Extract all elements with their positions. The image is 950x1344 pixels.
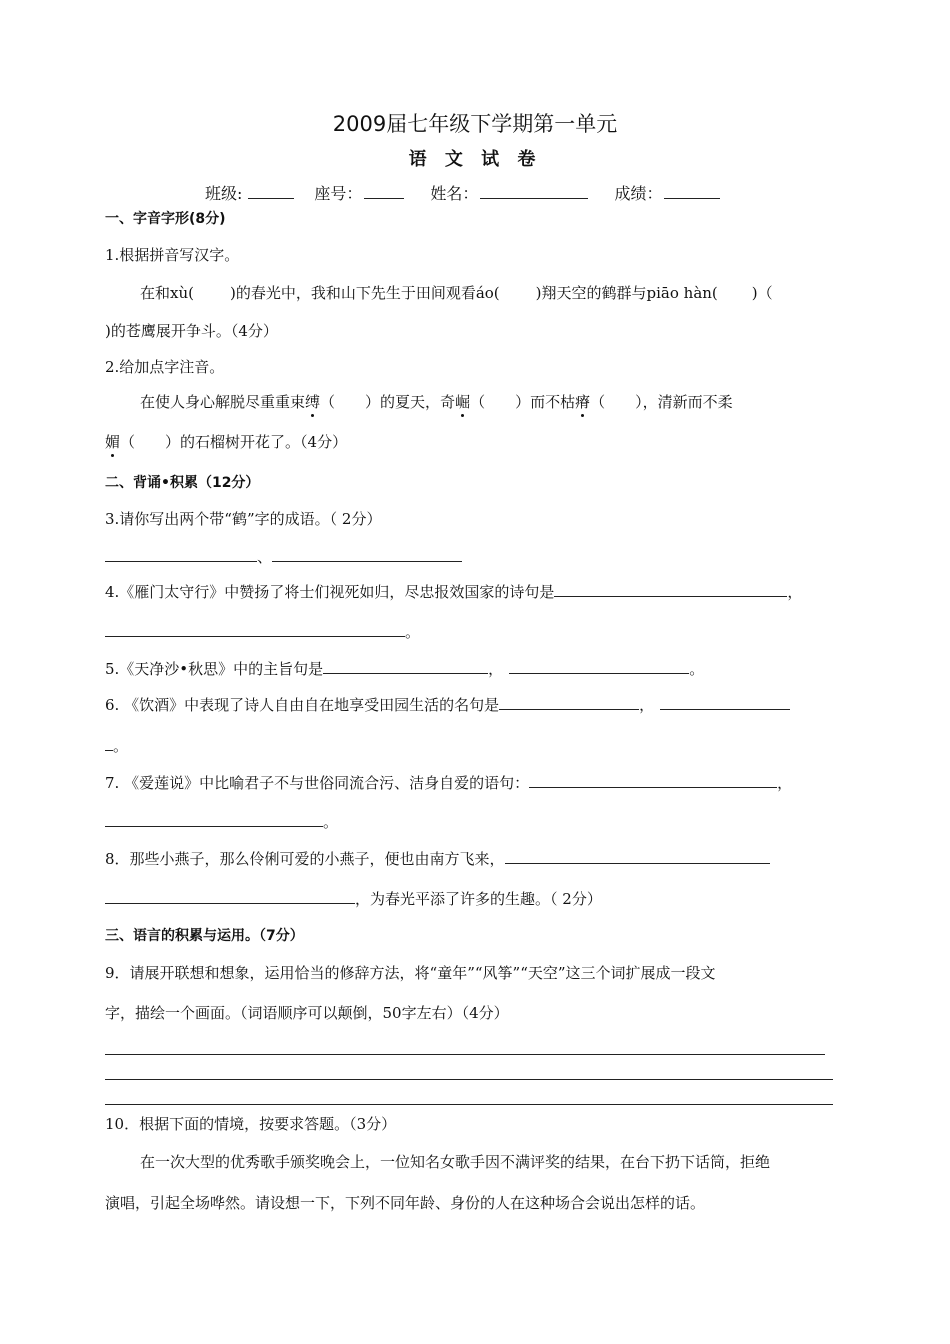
seat-blank[interactable] bbox=[364, 183, 404, 199]
q9-answer-line-2[interactable] bbox=[105, 1079, 833, 1080]
q6-line2 bbox=[105, 735, 128, 756]
q6-end: 。 bbox=[113, 737, 129, 755]
student-info-row bbox=[205, 183, 720, 204]
q7-line1 bbox=[105, 772, 792, 793]
q2-stem: 2.给加点字注音。 bbox=[105, 358, 225, 376]
q9-answer-line-3[interactable] bbox=[105, 1104, 833, 1105]
q7-comma: ， bbox=[777, 774, 793, 792]
q6-blank-2[interactable] bbox=[660, 694, 790, 710]
q1-line1 bbox=[140, 283, 773, 303]
q7-blank-2[interactable] bbox=[105, 811, 323, 827]
q7-blank-1[interactable] bbox=[529, 772, 777, 788]
q3-answer-line bbox=[105, 546, 462, 567]
q5-text: 5.《天净沙•秋思》中的主旨句是 bbox=[105, 660, 324, 678]
q9-line1: 9．请展开联想和想象，运用恰当的修辞方法，将“童年”“风筝”“天空”这三个词扩展成一段文 bbox=[105, 964, 716, 982]
q2-text-l2b: ）的石榴树开花了。（4分） bbox=[165, 433, 348, 451]
name-blank[interactable] bbox=[480, 183, 588, 199]
q8-text: 8．那些小燕子，那么伶俐可爱的小燕子，便也由南方飞来， bbox=[105, 850, 505, 868]
q2-line1 bbox=[140, 392, 733, 412]
q4-blank-1[interactable] bbox=[554, 581, 787, 597]
q8-text-end: ，为春光平添了许多的生趣。（ 2分） bbox=[355, 890, 602, 908]
q3-blank-2[interactable] bbox=[272, 546, 462, 562]
q3-blank-1[interactable] bbox=[105, 546, 257, 562]
q6-blank-1[interactable] bbox=[499, 694, 639, 710]
q2-dotted-char-3: 瘠 bbox=[575, 393, 591, 411]
q4-line2 bbox=[105, 621, 420, 642]
q5-comma: ， bbox=[488, 660, 504, 678]
page-subtitle: 语 文 试 卷 bbox=[408, 149, 542, 170]
q5-line bbox=[105, 658, 704, 679]
q7-end: 。 bbox=[323, 813, 339, 831]
page-title: 2009届七年级下学期第一单元 bbox=[332, 112, 618, 136]
q5-blank-2[interactable] bbox=[509, 658, 689, 674]
q7-line2 bbox=[105, 811, 338, 832]
q7-text: 7. 《爱莲说》中比喻君子不与世俗同流合污、洁身自爱的语句： bbox=[105, 774, 530, 792]
q2-paren-open-1: （ bbox=[320, 393, 336, 411]
q10-stem: 10．根据下面的情境，按要求答题。（3分） bbox=[105, 1115, 397, 1133]
section2-heading: 二、背诵•积累（12分） bbox=[105, 475, 260, 491]
seat-label: 座号： bbox=[314, 184, 363, 203]
section1-heading: 一、字音字形(8分) bbox=[105, 211, 226, 227]
q8-line2 bbox=[105, 888, 602, 909]
q8-blank-2[interactable] bbox=[105, 888, 355, 904]
q9-answer-line-1[interactable] bbox=[105, 1054, 825, 1055]
q10-line1: 在一次大型的优秀歌手颁奖晚会上，一位知名女歌手因不满评奖的结果，在台下扔下话筒，拒绝 bbox=[140, 1153, 771, 1171]
score-blank[interactable] bbox=[664, 183, 720, 199]
q4-end: 。 bbox=[405, 623, 421, 641]
q8-blank-1[interactable] bbox=[505, 848, 770, 864]
q3-separator: 、 bbox=[257, 548, 273, 566]
q2-paren-open-4: （ bbox=[120, 433, 136, 451]
q2-dotted-char-1: 缚 bbox=[305, 393, 321, 411]
class-blank[interactable] bbox=[248, 183, 294, 199]
q6-comma: ， bbox=[639, 696, 655, 714]
q5-end: 。 bbox=[689, 660, 705, 678]
q6-line1 bbox=[105, 694, 790, 715]
q6-text: 6. 《饮酒》中表现了诗人自由自在地享受田园生活的名句是 bbox=[105, 696, 500, 714]
q2-text-a: 在使人身心解脱尽重重束 bbox=[140, 393, 306, 411]
q1-text-a: 在和xù( bbox=[140, 284, 194, 302]
score-label: 成绩： bbox=[614, 184, 663, 203]
q2-paren-open-2: （ bbox=[470, 393, 486, 411]
q4-line1 bbox=[105, 581, 802, 602]
q8-line1 bbox=[105, 848, 770, 869]
q3-stem: 3.请你写出两个带“鹤”字的成语。（ 2分） bbox=[105, 510, 382, 528]
q2-text-g: ），清新而不柔 bbox=[635, 393, 733, 411]
q2-text-c: ）的夏天，奇 bbox=[365, 393, 456, 411]
q10-line2: 演唱，引起全场哗然。请设想一下，下列不同年龄、身份的人在这种场合会说出怎样的话。 bbox=[105, 1194, 706, 1212]
q2-dotted-char-4: 媚 bbox=[105, 433, 121, 451]
q1-text-b: )的春光中，我和山下先生于田间观看áo( bbox=[229, 284, 500, 302]
q2-dotted-char-2: 崛 bbox=[455, 393, 471, 411]
class-label: 班级: bbox=[205, 184, 243, 203]
q1-line2: )的苍鹰展开争斗。（4分） bbox=[105, 322, 278, 340]
section3-heading: 三、语言的积累与运用。（7分） bbox=[105, 928, 304, 944]
q1-stem: 1.根据拼音写汉字。 bbox=[105, 246, 240, 264]
q2-paren-open-3: （ bbox=[590, 393, 606, 411]
q9-line2: 字，描绘一个画面。（词语顺序可以颠倒，50字左右）（4分） bbox=[105, 1004, 509, 1022]
name-label: 姓名： bbox=[430, 184, 479, 203]
q6-blank-3[interactable] bbox=[105, 735, 113, 751]
q1-text-d: )（ bbox=[751, 284, 773, 302]
q2-text-e: ）而不枯 bbox=[515, 393, 576, 411]
q1-text-c: )翔天空的鹤群与piāo hàn( bbox=[535, 284, 718, 302]
q2-line2 bbox=[105, 432, 347, 452]
q4-text: 4.《雁门太守行》中赞扬了将士们视死如归，尽忠报效国家的诗句是 bbox=[105, 583, 555, 601]
q5-blank-1[interactable] bbox=[323, 658, 488, 674]
q4-blank-2[interactable] bbox=[105, 621, 405, 637]
q4-comma: ， bbox=[787, 583, 803, 601]
